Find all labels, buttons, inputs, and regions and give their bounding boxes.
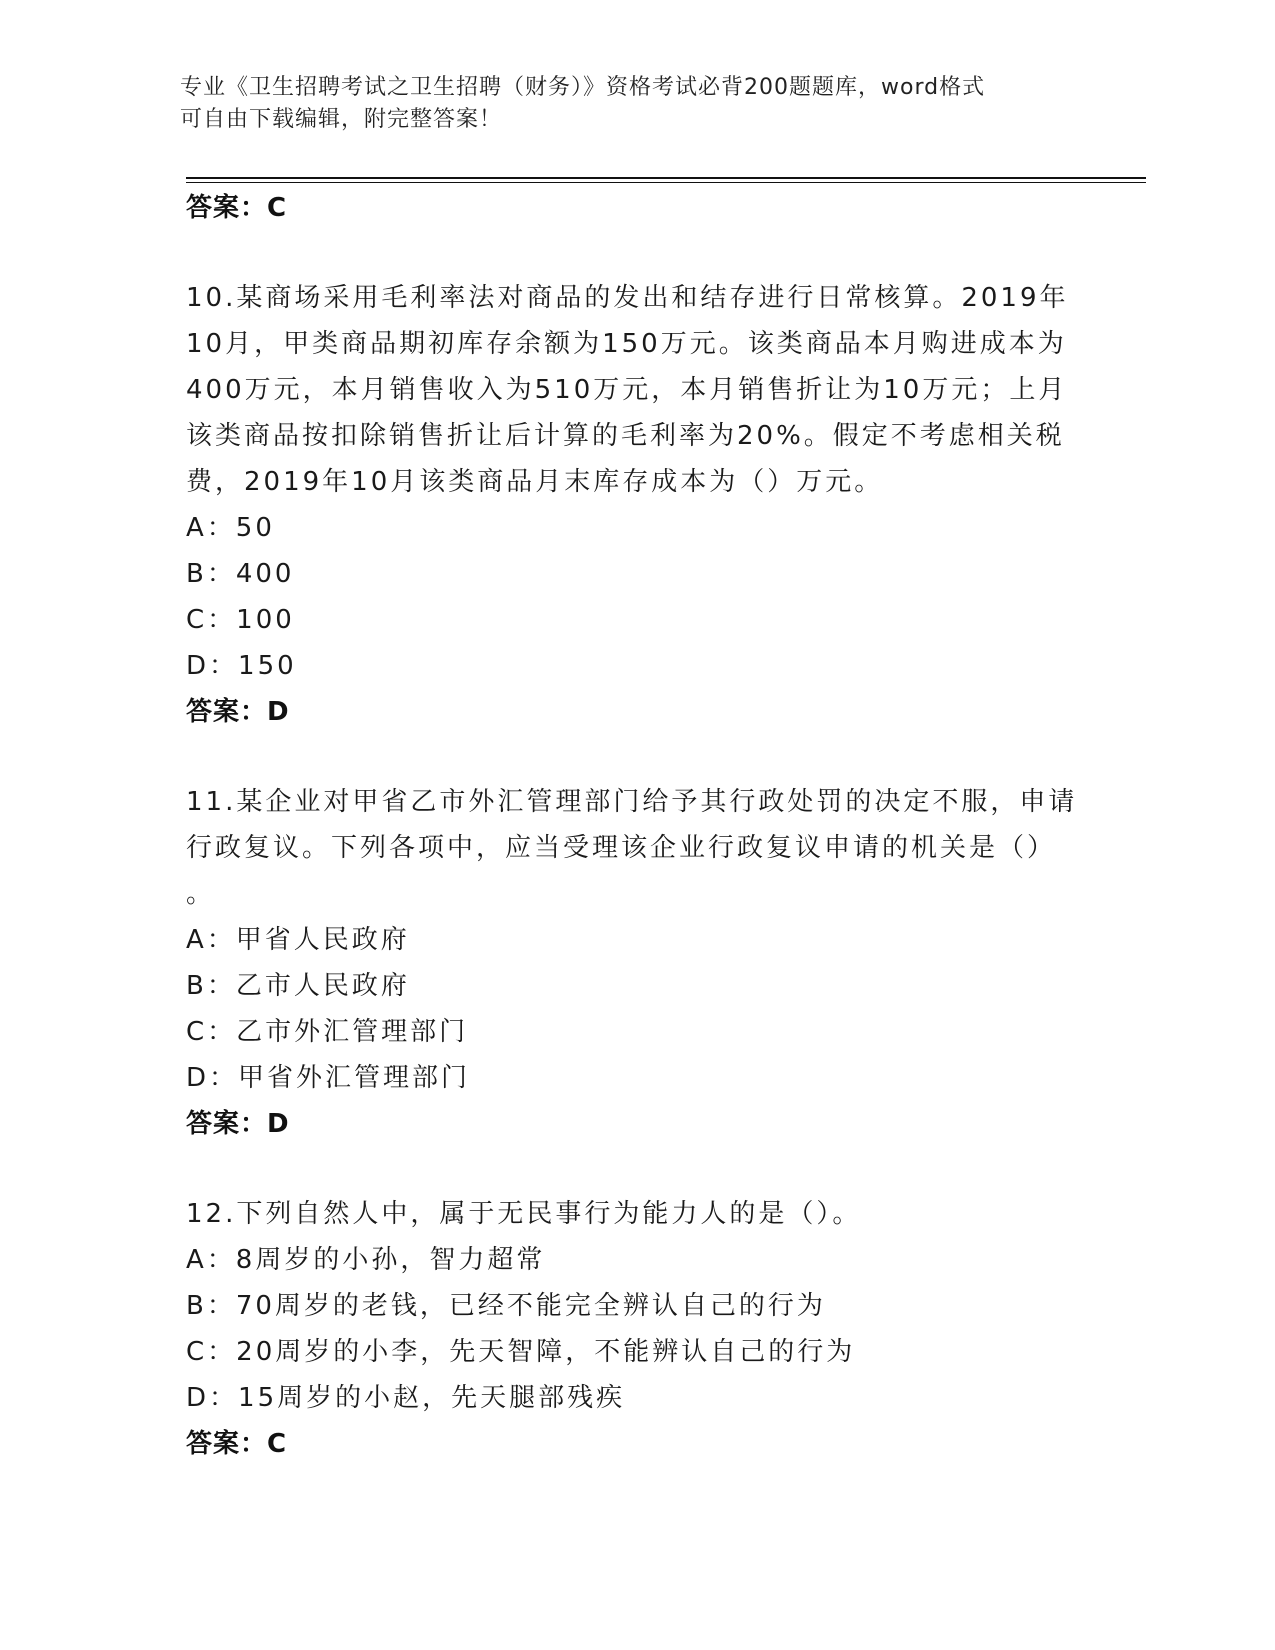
- question-12: [186, 1191, 1086, 1467]
- header-line-1: 专业《卫生招聘考试之卫生招聘（财务）》资格考试必背200题题库，word格式: [180, 75, 986, 100]
- option-b: B：400: [186, 559, 295, 589]
- option-d: D：15周岁的小赵，先天腿部残疾: [186, 1383, 626, 1413]
- question-stem: [186, 275, 1086, 505]
- previous-answer: 答案：C: [186, 193, 288, 223]
- question-10: [186, 275, 1086, 735]
- stem-line: 行政复议。下列各项中，应当受理该企业行政复议申请的机关是（）: [186, 833, 1057, 863]
- option-c: C：100: [186, 605, 295, 635]
- stem-line: 10月，甲类商品期初库存余额为150万元。该类商品本月购进成本为: [186, 329, 1067, 359]
- option-b: B：乙市人民政府: [186, 971, 410, 1001]
- stem-line: 12.下列自然人中，属于无民事行为能力人的是（）。: [186, 1199, 862, 1229]
- stem-line: 。: [186, 879, 216, 909]
- question-11: [186, 779, 1086, 1147]
- header-line-2: 可自由下载编辑，附完整答案！: [180, 107, 503, 132]
- option-c: C：乙市外汇管理部门: [186, 1017, 469, 1047]
- header-rule-thin: [186, 182, 1146, 183]
- option-d: D：150: [186, 651, 297, 681]
- answer: 答案：D: [186, 1109, 290, 1139]
- question-list: [186, 185, 1086, 1467]
- option-d: D：甲省外汇管理部门: [186, 1063, 471, 1093]
- stem-line: 该类商品按扣除销售折让后计算的毛利率为20%。假定不考虑相关税: [186, 421, 1065, 451]
- header-rule-thick: [186, 177, 1146, 179]
- document-header: [180, 72, 1050, 136]
- question-stem: [186, 1191, 1086, 1237]
- option-b: B：70周岁的老钱，已经不能完全辨认自己的行为: [186, 1291, 826, 1321]
- spacer: [186, 1147, 1086, 1191]
- option-a: A：50: [186, 513, 275, 543]
- answer: 答案：D: [186, 697, 290, 727]
- option-a: A：8周岁的小孙，智力超常: [186, 1245, 546, 1275]
- stem-line: 11.某企业对甲省乙市外汇管理部门给予其行政处罚的决定不服，申请: [186, 787, 1078, 817]
- option-c: C：20周岁的小李，先天智障，不能辨认自己的行为: [186, 1337, 856, 1367]
- answer: 答案：C: [186, 1429, 288, 1459]
- spacer: [186, 735, 1086, 779]
- spacer: [186, 231, 1086, 275]
- stem-line: 费，2019年10月该类商品月末库存成本为（）万元。: [186, 467, 884, 497]
- stem-line: 400万元，本月销售收入为510万元，本月销售折让为10万元；上月: [186, 375, 1068, 405]
- stem-line: 10.某商场采用毛利率法对商品的发出和结存进行日常核算。2019年: [186, 283, 1069, 313]
- question-stem: [186, 779, 1086, 917]
- option-a: A：甲省人民政府: [186, 925, 410, 955]
